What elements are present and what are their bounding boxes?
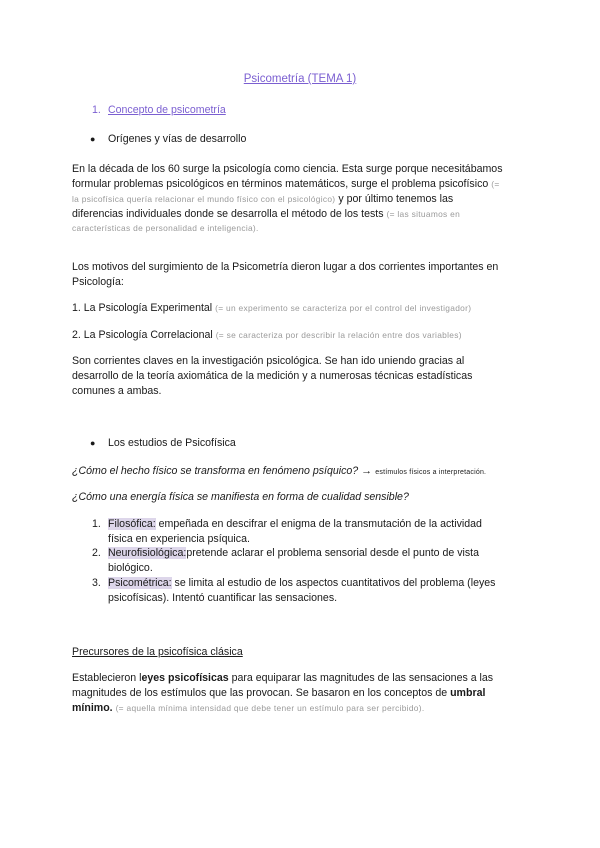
para4-line2	[72, 686, 532, 701]
question-1-note: estímulos físicos a interpretación.	[375, 469, 487, 476]
list-item-body	[108, 517, 528, 546]
para2-line1: Los motivos del surgimiento de la Psicometría dieron lugar a dos corrientes importantes en	[72, 261, 499, 273]
para4-line3-period: .	[109, 702, 113, 714]
para1-line1: En la década de los 60 surge la psicología como ciencia. Esta surge porque necesitábamos	[72, 163, 503, 175]
para4-line3-note: (= aquella mínima intensidad que debe tener un estímulo para ser percibido).	[115, 703, 425, 713]
para1-line2	[72, 177, 532, 192]
list-item-text: empeñada en descifrar el enigma de la transmutación de la actividad	[155, 518, 482, 530]
para3-line1: Son corrientes claves en la investigación psicológica. Se han ido uniendo gracias al	[72, 355, 465, 367]
question-2: ¿Cómo una energía física se manifiesta en forma de cualidad sensible?	[72, 491, 409, 503]
section-label: Concepto de psicometría	[108, 104, 226, 116]
item-correlacional-note: (= se caracteriza por describir la relación entre dos variables)	[215, 330, 462, 340]
para4-line3	[72, 701, 532, 716]
list-item-text-cont: biológico.	[108, 561, 153, 574]
bullet-dot-icon: ●	[90, 134, 96, 144]
bullet-text: Los estudios de Psicofísica	[108, 437, 236, 449]
para4-line2-a: magnitudes de los estímulos que las provocan. Se basaron en los conceptos de	[72, 687, 451, 699]
list-item-body	[108, 546, 528, 575]
para4-line3-bold: mínimo	[72, 702, 110, 714]
item-correlacional-main: 2. La Psicología Correlacional	[72, 329, 213, 341]
section-heading-concepto	[92, 104, 226, 116]
page-title: Psicometría (TEMA 1)	[243, 73, 357, 85]
list-item-body	[108, 576, 528, 605]
para1-line2-text: formular problemas psicológicos en términos matemáticos, surge el problema psicofísico	[72, 178, 489, 190]
para1-line2-note: (=	[491, 179, 500, 189]
para4-line2-bold: umbral	[450, 687, 486, 699]
para1-line3	[72, 192, 532, 207]
para4-line1-c: para equiparar las magnitudes de las sensaciones a las	[228, 672, 494, 684]
para1-line3-text: y por último tenemos las	[338, 193, 454, 205]
para1-line5-note: características de personalidad e inteligencia).	[72, 223, 259, 233]
para4-line1	[72, 671, 532, 686]
list-item-label: Neurofisiológica:	[108, 547, 187, 559]
item-experimental-main: 1. La Psicología Experimental	[72, 302, 213, 314]
section-number: 1.	[92, 104, 101, 116]
item-correlacional	[72, 328, 532, 343]
list-item-text: se limita al estudio de los aspectos cuantitativos del problema (leyes	[171, 577, 496, 589]
para2-line2: Psicología:	[72, 276, 124, 288]
list-item-text: pretende aclarar el problema sensorial desde el punto de vista	[186, 547, 480, 559]
question-1-text: ¿Cómo el hecho físico se transforma en fenómeno psíquico?	[72, 465, 359, 477]
para4-line1-bold: eyes psicofísicas	[141, 672, 229, 684]
para1-line4-text: diferencias individuales donde se desarrolla el método de los tests	[72, 208, 384, 220]
para3-line3: comunes a ambas.	[72, 385, 162, 397]
list-item-label: Psicométrica:	[108, 577, 172, 589]
para1-line4-note: (= las situamos en	[386, 209, 461, 219]
arrow-right-icon: →	[361, 465, 373, 477]
bullet-text: Orígenes y vías de desarrollo	[108, 133, 247, 145]
para1-line4	[72, 207, 532, 222]
list-item-number: 2.	[92, 547, 101, 559]
bullet-dot-icon: ●	[90, 438, 96, 448]
list-item-label: Filosófica:	[108, 518, 156, 530]
list-item-number: 1.	[92, 518, 101, 530]
para3-line2: desarrollo de la teoría axiomática de la medición y a numerosas técnicas estadísticas	[72, 370, 473, 382]
list-item-text-cont: psicofísicas). Intentó cuantificar las sensaciones.	[108, 591, 338, 604]
item-experimental	[72, 301, 532, 316]
question-1	[72, 464, 532, 480]
item-experimental-note: (= un experimento se caracteriza por el control del investigador)	[215, 303, 472, 313]
section-heading-precursores: Precursores de la psicofísica clásica	[72, 646, 243, 658]
bullet-psicofisica	[90, 437, 236, 449]
list-item-number: 3.	[92, 577, 101, 589]
para1-line5	[72, 221, 532, 236]
para1-line3-note: la psicofísica quería relacionar el mundo físico con el psicológico)	[72, 194, 336, 204]
para4-line1-a: Establecieron l	[72, 672, 142, 684]
bullet-origenes	[90, 133, 246, 145]
list-item-text-cont: física en experiencia psíquica.	[108, 532, 250, 545]
